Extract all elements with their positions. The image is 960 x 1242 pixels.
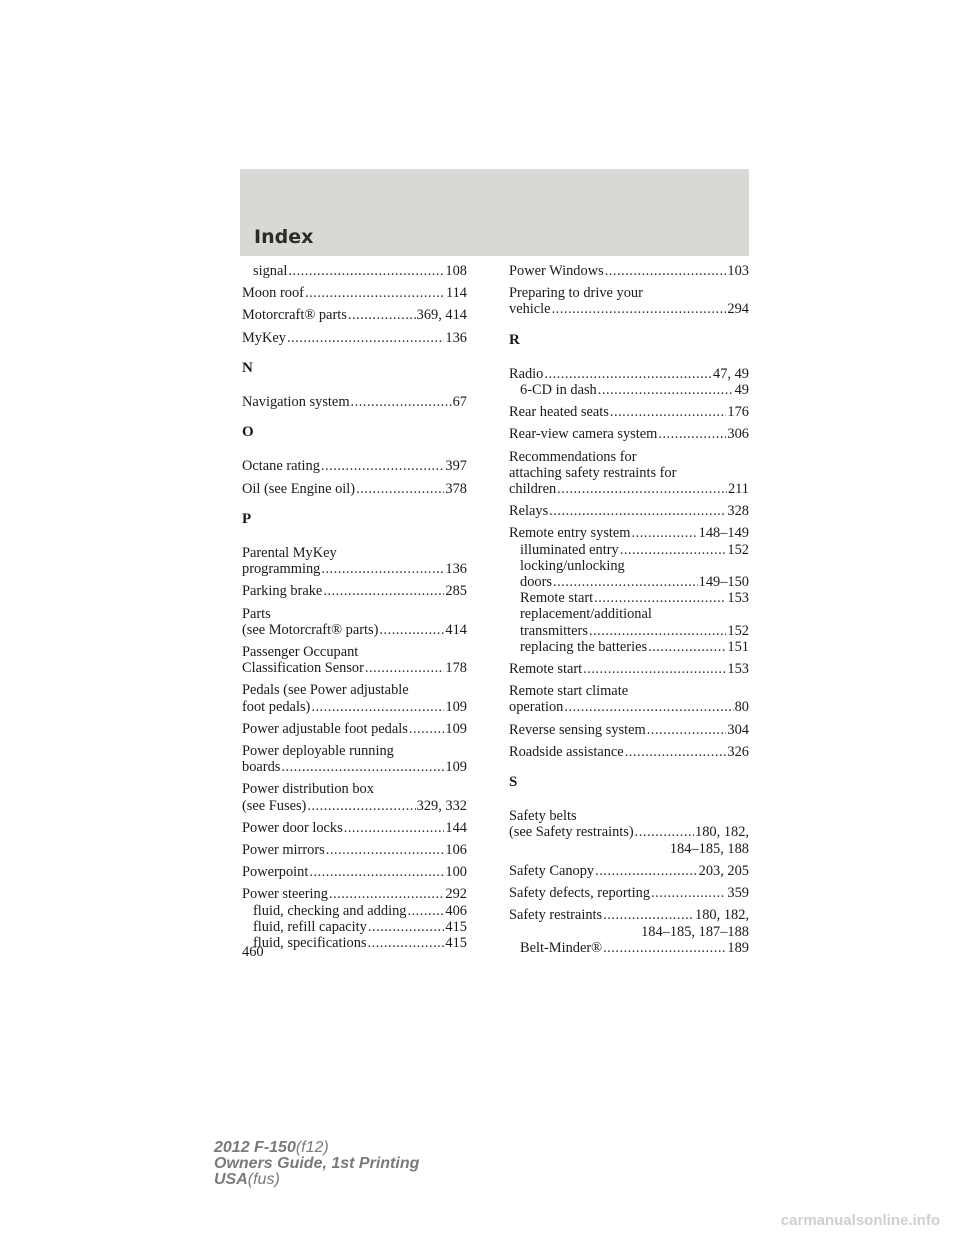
index-term: MyKey: [242, 329, 286, 346]
index-section-letter: R: [509, 331, 520, 348]
index-subterm: fluid, specifications: [253, 935, 367, 952]
index-page-ref: 153: [727, 590, 749, 607]
index-term: Relays: [509, 503, 549, 520]
index-entry: [242, 606, 467, 638]
dot-leader: [365, 660, 445, 676]
index-term: Remote entry system: [509, 525, 631, 542]
index-term: Safety restraints: [509, 907, 603, 924]
index-line: [509, 661, 749, 677]
index-line: [509, 426, 749, 442]
index-subterm: fluid, checking and adding: [253, 902, 407, 919]
index-entry: [509, 661, 749, 677]
dot-leader: [658, 426, 726, 442]
index-entry: [509, 808, 749, 857]
index-line: [509, 404, 749, 420]
index-term: operation: [509, 699, 564, 716]
index-term: Oil (see Engine oil): [242, 480, 356, 497]
index-line: [242, 721, 467, 737]
dot-leader: [356, 481, 444, 497]
index-term: Parking brake: [242, 583, 323, 600]
index-page-ref: 203, 205: [698, 862, 749, 879]
footer-line-2: Owners Guide, 1st Printing: [214, 1155, 420, 1172]
index-line: [509, 263, 749, 279]
index-page-ref: 180, 182,: [695, 824, 749, 841]
index-term: Parental MyKey: [242, 545, 337, 562]
index-line: [242, 481, 467, 497]
index-line: [509, 683, 749, 699]
index-entry: [242, 394, 467, 410]
index-page-ref: 49: [734, 382, 749, 399]
index-subterm: replacement/additional: [520, 606, 652, 623]
index-subterm: signal: [253, 263, 288, 279]
index-page-ref: 144: [445, 819, 467, 836]
dot-leader: [321, 458, 444, 474]
index-entry: [509, 683, 749, 715]
index-page-ref: 189: [727, 939, 749, 956]
index-entry: [509, 426, 749, 442]
index-page-ref: 176: [727, 404, 749, 421]
index-term: programming: [242, 561, 321, 578]
dot-leader: [595, 863, 697, 879]
footer-model: 2012 F-150: [214, 1139, 296, 1156]
page-number: 460: [242, 944, 264, 960]
dot-leader: [589, 623, 726, 639]
index-entry: [509, 907, 749, 956]
index-page-ref: 326: [727, 743, 749, 760]
index-term: children: [509, 481, 557, 498]
index-subterm: Belt-Minder®: [520, 939, 603, 956]
index-line: [509, 465, 749, 481]
index-term: (see Safety restraints): [509, 824, 634, 841]
index-line: [509, 366, 749, 382]
index-page-ref: 211: [727, 481, 749, 498]
index-subterm: fluid, refill capacity: [253, 918, 367, 935]
dot-leader: [305, 285, 445, 301]
footer-market-code: (fus): [247, 1171, 280, 1188]
index-entry: [509, 503, 749, 519]
page-title: Index: [254, 226, 314, 248]
dot-leader: [564, 699, 733, 715]
index-entry: [509, 863, 749, 879]
index-page-ref: 178: [445, 660, 467, 677]
index-term: foot pedals): [242, 698, 311, 715]
index-line: [509, 558, 749, 574]
index-entry: [242, 307, 467, 323]
index-line: [509, 863, 749, 879]
dot-leader: [620, 542, 727, 558]
index-term: Remote start: [509, 661, 583, 678]
dot-leader: [647, 722, 727, 738]
index-term: Motorcraft® parts: [242, 307, 347, 324]
index-line: [509, 542, 749, 558]
dot-leader: [344, 820, 445, 836]
footer-market: USA: [214, 1171, 248, 1188]
index-line: [509, 623, 749, 639]
index-term: Power adjustable foot pedals: [242, 720, 408, 737]
index-term: Roadside assistance: [509, 743, 624, 760]
index-line: [242, 622, 467, 638]
dot-leader: [409, 721, 445, 737]
index-entry: [242, 458, 467, 474]
index-page-ref: 152: [727, 622, 749, 639]
index-term: Remote start climate: [509, 683, 629, 700]
index-term: 184–185, 188: [669, 840, 749, 857]
index-line: [509, 525, 749, 541]
index-page-ref: 149–150: [698, 574, 749, 591]
index-line: [242, 759, 467, 775]
index-column-left: [242, 263, 467, 957]
index-section-letter: P: [242, 510, 252, 527]
dot-leader: [651, 885, 726, 901]
index-line: [509, 744, 749, 760]
index-term: boards: [242, 759, 281, 776]
index-page-ref: 415: [445, 918, 467, 935]
index-subterm: locking/unlocking: [520, 557, 625, 574]
index-term: Powerpoint: [242, 864, 309, 881]
header-band: [240, 169, 749, 256]
index-entry: [242, 285, 467, 301]
index-page-ref: 153: [727, 661, 749, 678]
index-entry: [509, 285, 749, 317]
index-page-ref: 397: [445, 458, 467, 475]
index-line: [242, 458, 467, 474]
index-line: [242, 263, 467, 279]
index-line: [509, 824, 749, 840]
index-entry: [509, 404, 749, 420]
dot-leader: [552, 301, 727, 317]
index-term: Recommendations for: [509, 448, 637, 465]
index-line: [242, 394, 467, 410]
index-line: [509, 841, 749, 857]
dot-leader: [309, 864, 444, 880]
index-line: [242, 561, 467, 577]
index-line: [242, 919, 467, 935]
dot-leader: [368, 935, 445, 951]
dot-leader: [610, 404, 727, 420]
index-term: Passenger Occupant: [242, 644, 359, 661]
index-entry: [242, 545, 467, 577]
index-entry: [509, 744, 749, 760]
dot-leader: [635, 824, 694, 840]
index-line: [242, 864, 467, 880]
index-page-ref: 106: [445, 842, 467, 859]
index-term: Rear heated seats: [509, 404, 609, 421]
index-term: 184–185, 187–188: [641, 923, 749, 940]
dot-leader: [323, 583, 444, 599]
index-line: [509, 301, 749, 317]
index-line: [242, 307, 467, 323]
dot-leader: [311, 699, 444, 715]
index-line: [242, 699, 467, 715]
index-line: [509, 808, 749, 824]
dot-leader: [594, 590, 726, 606]
index-term: Power steering: [242, 886, 328, 903]
dot-leader: [632, 525, 698, 541]
dot-leader: [549, 503, 726, 519]
index-entry: [242, 644, 467, 676]
index-page-ref: 292: [445, 886, 467, 903]
index-page-ref: 414: [445, 621, 467, 638]
index-page-ref: 152: [727, 541, 749, 558]
index-section-letter: S: [509, 774, 518, 791]
index-term: Octane rating: [242, 458, 320, 475]
index-page-ref: 306: [727, 426, 749, 443]
index-line: [242, 583, 467, 599]
index-page-ref: 109: [445, 720, 467, 737]
watermark: carmanualsonline.info: [780, 1212, 940, 1229]
index-term: Safety Canopy: [509, 862, 595, 879]
index-line: [509, 285, 749, 301]
index-entry: [242, 481, 467, 497]
index-section-letter: N: [242, 359, 253, 376]
index-page-ref: 294: [727, 301, 749, 318]
index-line: [242, 644, 467, 660]
index-line: [509, 382, 749, 398]
dot-leader: [351, 394, 452, 410]
index-page-ref: 148–149: [698, 525, 749, 542]
index-entry: [242, 263, 467, 279]
dot-leader: [598, 382, 734, 398]
index-term: Moon roof: [242, 285, 304, 302]
index-term: Pedals (see Power adjustable: [242, 682, 409, 699]
index-page-ref: 47, 49: [713, 365, 749, 382]
index-line: [509, 481, 749, 497]
index-page-ref: 304: [727, 721, 749, 738]
index-page-ref: 329, 332: [416, 797, 467, 814]
index-term: Classification Sensor: [242, 660, 364, 677]
dot-leader: [326, 842, 445, 858]
footer-line-1: [214, 1140, 419, 1156]
index-subterm: doors: [520, 574, 552, 591]
index-page-ref: 378: [445, 480, 467, 497]
dot-leader: [348, 307, 416, 323]
index-entry: [242, 886, 467, 951]
index-page-ref: 108: [445, 263, 467, 279]
index-subterm: replacing the batteries: [520, 638, 648, 655]
index-line: [242, 330, 467, 346]
index-line: [242, 660, 467, 676]
index-term: Reverse sensing system: [509, 721, 646, 738]
dot-leader: [544, 366, 712, 382]
index-line: [242, 781, 467, 797]
index-line: [509, 699, 749, 715]
index-line: [242, 842, 467, 858]
index-line: [242, 935, 467, 951]
dot-leader: [557, 481, 727, 497]
index-line: [509, 503, 749, 519]
index-line: [509, 574, 749, 590]
dot-leader: [288, 263, 444, 279]
dot-leader: [281, 759, 444, 775]
index-term: vehicle: [509, 301, 551, 318]
index-term: Navigation system: [242, 394, 350, 411]
index-page-ref: 285: [445, 583, 467, 600]
index-term: Rear-view camera system: [509, 426, 658, 443]
index-line: [509, 449, 749, 465]
index-entry: [509, 525, 749, 655]
footer-line-3: [214, 1172, 419, 1188]
index-line: [509, 940, 749, 956]
index-line: [509, 907, 749, 923]
index-page-ref: 114: [445, 285, 467, 302]
dot-leader: [321, 561, 444, 577]
index-term: attaching safety restraints for: [509, 464, 677, 481]
index-line: [509, 639, 749, 655]
dot-leader: [583, 661, 726, 677]
index-page-ref: 109: [445, 698, 467, 715]
index-entry: [509, 449, 749, 498]
index-entry: [242, 583, 467, 599]
index-page-ref: 151: [727, 638, 749, 655]
index-entry: [509, 722, 749, 738]
index-entry: [509, 885, 749, 901]
dot-leader: [605, 263, 727, 279]
index-term: Safety belts: [509, 808, 577, 825]
index-subterm: transmitters: [520, 622, 588, 639]
dot-leader: [287, 330, 444, 346]
index-subterm: Remote start: [520, 590, 594, 607]
dot-leader: [307, 798, 415, 814]
index-line: [242, 606, 467, 622]
dot-leader: [407, 903, 444, 919]
index-subterm: illuminated entry: [520, 541, 619, 558]
index-page-ref: 415: [445, 935, 467, 952]
index-entry: [242, 864, 467, 880]
index-page-ref: 180, 182,: [695, 907, 749, 924]
index-line: [242, 682, 467, 698]
index-page-ref: 67: [452, 394, 467, 411]
dot-leader: [553, 574, 698, 590]
index-entry: [509, 263, 749, 279]
index-line: [242, 886, 467, 902]
index-term: Power distribution box: [242, 781, 374, 798]
index-page-ref: 100: [445, 864, 467, 881]
index-page-ref: 406: [445, 902, 467, 919]
index-entry: [242, 721, 467, 737]
index-term: Safety defects, reporting: [509, 885, 651, 902]
dot-leader: [329, 886, 444, 902]
index-entry: [242, 682, 467, 714]
index-page-ref: 328: [727, 503, 749, 520]
index-term: Preparing to drive your: [509, 285, 643, 302]
index-line: [509, 606, 749, 622]
dot-leader: [648, 639, 726, 655]
index-term: Power Windows: [509, 263, 604, 279]
index-page-ref: 369, 414: [416, 307, 467, 324]
index-line: [242, 798, 467, 814]
index-subterm: 6-CD in dash: [520, 382, 597, 399]
index-entry: [242, 842, 467, 858]
index-entry: [242, 743, 467, 775]
footer-model-code: (f12): [295, 1139, 329, 1156]
index-line: [242, 743, 467, 759]
index-term: Parts: [242, 605, 271, 622]
index-line: [509, 885, 749, 901]
dot-leader: [603, 907, 694, 923]
index-entry: [509, 366, 749, 398]
index-line: [242, 903, 467, 919]
dot-leader: [603, 940, 726, 956]
index-page-ref: 109: [445, 759, 467, 776]
index-page-ref: 136: [445, 329, 467, 346]
index-line: [242, 285, 467, 301]
index-entry: [242, 781, 467, 813]
index-line: [509, 722, 749, 738]
index-entry: [242, 330, 467, 346]
index-term: (see Fuses): [242, 797, 307, 814]
index-page-ref: 103: [727, 263, 749, 279]
dot-leader: [368, 919, 445, 935]
index-entry: [242, 820, 467, 836]
index-term: (see Motorcraft® parts): [242, 621, 379, 638]
footer-print-info: [214, 1140, 419, 1188]
index-page-ref: 136: [445, 561, 467, 578]
index-page-ref: 359: [727, 885, 749, 902]
index-line: [509, 924, 749, 940]
dot-leader: [379, 622, 444, 638]
index-line: [242, 820, 467, 836]
index-term: Power door locks: [242, 819, 343, 836]
index-term: Power deployable running: [242, 743, 394, 760]
index-section-letter: O: [242, 424, 254, 441]
index-term: Radio: [509, 365, 544, 382]
index-line: [509, 590, 749, 606]
index-line: [242, 545, 467, 561]
index-term: Power mirrors: [242, 842, 325, 859]
dot-leader: [625, 744, 727, 760]
index-page-ref: 80: [734, 699, 749, 716]
index-column-right: [509, 263, 749, 962]
